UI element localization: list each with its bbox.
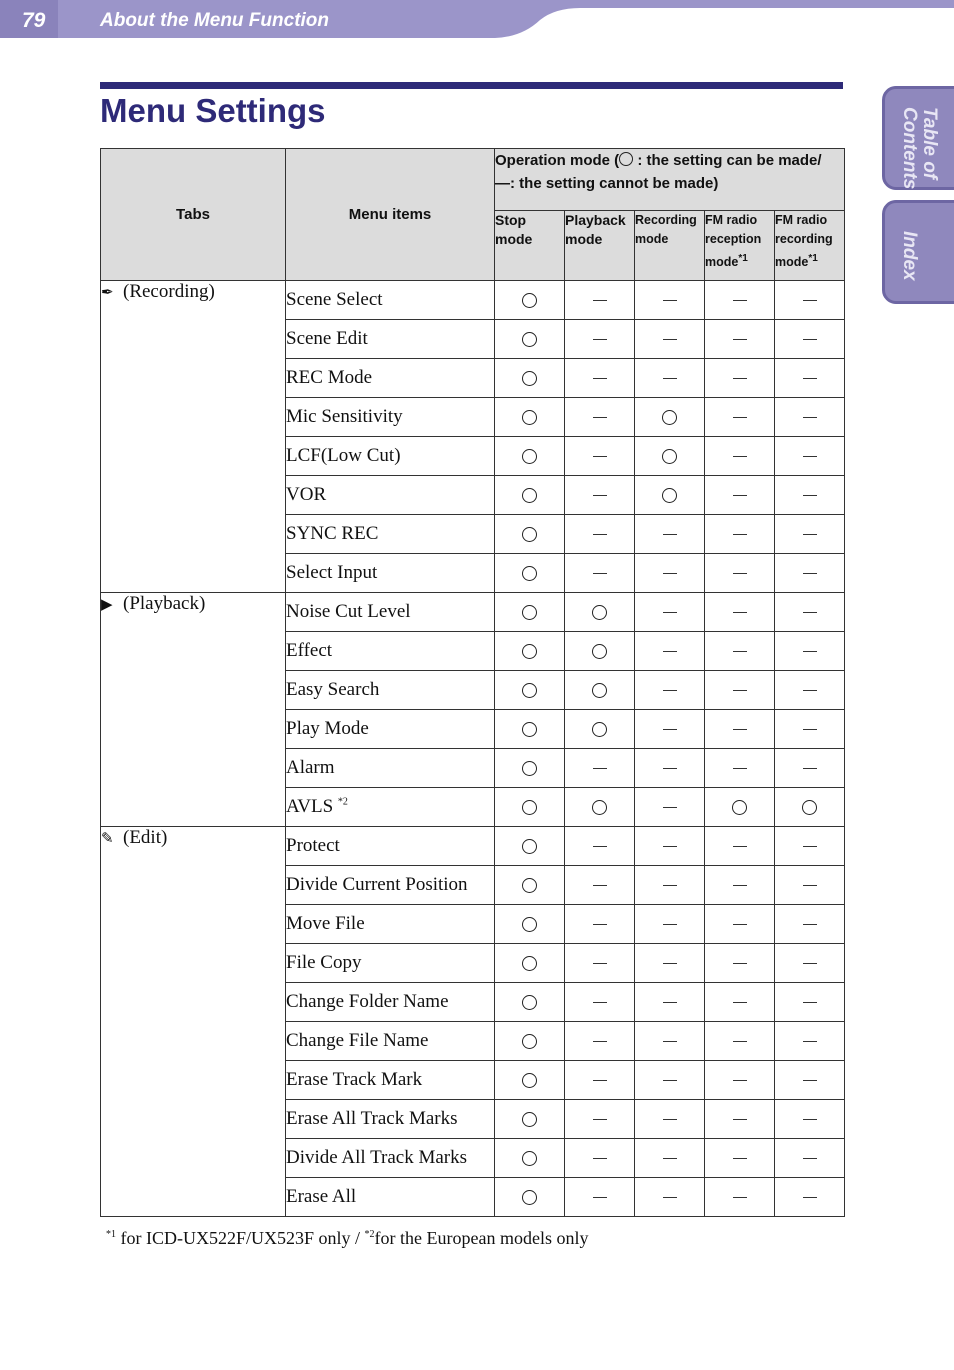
cannot-set-dash-icon: [593, 1002, 607, 1004]
mode-value-cell: [565, 983, 635, 1022]
cannot-set-dash-icon: [803, 573, 817, 575]
mode-value-cell: [705, 1139, 775, 1178]
can-set-circle-icon: [522, 722, 537, 737]
cannot-set-dash-icon: [803, 534, 817, 536]
menu-item: VOR: [286, 476, 495, 515]
tab-cell-0: [101, 281, 286, 593]
cannot-set-dash-icon: [733, 1119, 747, 1121]
cannot-set-dash-icon: [803, 690, 817, 692]
mode-value-cell: [565, 320, 635, 359]
cannot-set-dash-icon: [593, 300, 607, 302]
mode-value-cell: [495, 710, 565, 749]
cannot-set-dash-icon: [663, 768, 677, 770]
mode-value-cell: [705, 827, 775, 866]
mode-value-cell: [705, 1061, 775, 1100]
can-set-circle-icon: [522, 917, 537, 932]
table-row: [101, 593, 845, 632]
cannot-set-dash-icon: [733, 417, 747, 419]
mode-value-cell: [635, 398, 705, 437]
can-set-circle-icon: [592, 644, 607, 659]
mode-value-cell: [495, 788, 565, 827]
can-set-circle-icon: [522, 332, 537, 347]
mode-value-cell: [635, 749, 705, 788]
mode-value-cell: [565, 1061, 635, 1100]
menu-item: Easy Search: [286, 671, 495, 710]
can-set-circle-icon: [522, 644, 537, 659]
cannot-set-dash-icon: [593, 846, 607, 848]
mode-value-cell: [705, 632, 775, 671]
cannot-set-dash-icon: [663, 1197, 677, 1199]
mode-value-cell: [635, 710, 705, 749]
mode-value-cell: [565, 554, 635, 593]
mode-value-cell: [495, 866, 565, 905]
mode-value-cell: [775, 593, 845, 632]
mode-value-cell: [775, 476, 845, 515]
mode-value-cell: [775, 398, 845, 437]
cannot-set-dash-icon: [663, 1119, 677, 1121]
table-row: [101, 281, 845, 320]
can-set-circle-icon: [522, 1112, 537, 1127]
menu-item: File Copy: [286, 944, 495, 983]
menu-item: Noise Cut Level: [286, 593, 495, 632]
mode-value-cell: [775, 437, 845, 476]
mode-value-cell: [495, 359, 565, 398]
menu-item: AVLS $^{*2}$: [286, 788, 495, 827]
cannot-set-dash-icon: [593, 495, 607, 497]
cannot-set-dash-icon: [593, 417, 607, 419]
can-set-circle-icon: [522, 878, 537, 893]
cannot-set-dash-icon: [663, 1158, 677, 1160]
mode-value-cell: [705, 671, 775, 710]
tab-label: (Edit): [123, 827, 168, 848]
can-set-circle-icon: [522, 1151, 537, 1166]
mode-value-cell: [635, 632, 705, 671]
mode-value-cell: [565, 476, 635, 515]
can-set-circle-icon: [592, 683, 607, 698]
mode-value-cell: [775, 671, 845, 710]
tabs-column-header: Tabs: [101, 149, 286, 281]
menu-item: LCF(Low Cut): [286, 437, 495, 476]
can-set-circle-icon: [522, 761, 537, 776]
cannot-set-dash-icon: [593, 534, 607, 536]
cannot-set-dash-icon: [663, 729, 677, 731]
mode-value-cell: [495, 983, 565, 1022]
mode-value-cell: [635, 671, 705, 710]
mode-value-cell: [565, 788, 635, 827]
cannot-set-dash-icon: [733, 1002, 747, 1004]
cannot-set-dash-icon: [803, 300, 817, 302]
mode-value-cell: [775, 632, 845, 671]
mode-value-cell: [635, 281, 705, 320]
mode-header-0: Stop mode: [495, 211, 565, 281]
menu-item: Select Input: [286, 554, 495, 593]
mode-value-cell: [565, 866, 635, 905]
cannot-set-dash-icon: [733, 1197, 747, 1199]
menu-item: Divide All Track Marks: [286, 1139, 495, 1178]
mode-value-cell: [775, 281, 845, 320]
menu-item: Scene Select: [286, 281, 495, 320]
mode-value-cell: [775, 905, 845, 944]
cannot-set-dash-icon: [803, 378, 817, 380]
cannot-set-dash-icon: [593, 1080, 607, 1082]
mode-value-cell: [635, 1022, 705, 1061]
cannot-set-dash-icon: [663, 378, 677, 380]
mode-value-cell: [635, 359, 705, 398]
cannot-set-dash-icon: [593, 339, 607, 341]
mode-value-cell: [635, 515, 705, 554]
menu-item: Change Folder Name: [286, 983, 495, 1022]
mode-value-cell: [775, 1178, 845, 1217]
cannot-set-dash-icon: [803, 729, 817, 731]
menu-item: Scene Edit: [286, 320, 495, 359]
can-set-circle-icon: [802, 800, 817, 815]
cannot-set-dash-icon: [733, 573, 747, 575]
cannot-set-dash-icon: [663, 1080, 677, 1082]
mode-value-cell: [495, 476, 565, 515]
mode-value-cell: [775, 554, 845, 593]
cannot-set-dash-icon: [733, 768, 747, 770]
cannot-set-dash-icon: [733, 924, 747, 926]
cannot-set-dash-icon: [593, 456, 607, 458]
mode-value-cell: [705, 749, 775, 788]
page-number: 79: [22, 9, 46, 32]
cannot-set-dash-icon: [593, 924, 607, 926]
menu-item: Divide Current Position: [286, 866, 495, 905]
cannot-set-dash-icon: [733, 534, 747, 536]
cannot-set-dash-icon: [663, 846, 677, 848]
mode-value-cell: [635, 827, 705, 866]
mode-value-cell: [565, 1100, 635, 1139]
cannot-set-dash-icon: [663, 651, 677, 653]
cannot-set-dash-icon: [733, 612, 747, 614]
mode-value-cell: [635, 320, 705, 359]
can-set-circle-icon: [522, 1073, 537, 1088]
mode-value-cell: [705, 1178, 775, 1217]
mode-value-cell: [565, 593, 635, 632]
cannot-set-dash-icon: [803, 456, 817, 458]
cannot-set-dash-icon: [663, 1002, 677, 1004]
cannot-set-dash-icon: [733, 885, 747, 887]
cannot-set-dash-icon: [663, 300, 677, 302]
cannot-set-dash-icon: [663, 573, 677, 575]
cannot-set-dash-icon: [733, 1158, 747, 1160]
can-set-circle-icon: [522, 410, 537, 425]
menu-item: Erase Track Mark: [286, 1061, 495, 1100]
cannot-set-dash-icon: [593, 963, 607, 965]
cannot-set-dash-icon: [663, 807, 677, 809]
can-set-circle-icon: [662, 449, 677, 464]
menu-items-column-header: Menu items: [286, 149, 495, 281]
cannot-set-dash-icon: [663, 885, 677, 887]
table-of-contents-label: Table of Contents: [899, 107, 940, 190]
tab-cell-1: [101, 593, 286, 827]
cannot-set-dash-icon: [663, 690, 677, 692]
mode-value-cell: [705, 1100, 775, 1139]
menu-item: Effect: [286, 632, 495, 671]
mode-value-cell: [775, 359, 845, 398]
mode-value-cell: [635, 1139, 705, 1178]
section-title: About the Menu Function: [100, 10, 330, 31]
mode-value-cell: [705, 281, 775, 320]
mode-value-cell: [495, 1022, 565, 1061]
mode-value-cell: [565, 671, 635, 710]
mode-value-cell: [565, 1178, 635, 1217]
cannot-set-dash-icon: [593, 1041, 607, 1043]
can-set-circle-icon: [592, 605, 607, 620]
cannot-set-dash-icon: [803, 963, 817, 965]
index-tab[interactable]: [882, 200, 954, 304]
cannot-set-dash-icon: [803, 495, 817, 497]
mode-value-cell: [495, 827, 565, 866]
cannot-set-dash-icon: [733, 1041, 747, 1043]
cannot-set-dash-icon: [663, 534, 677, 536]
mode-value-cell: [495, 905, 565, 944]
can-set-circle-icon: [522, 956, 537, 971]
mode-value-cell: [775, 944, 845, 983]
cannot-set-dash-icon: [803, 1197, 817, 1199]
can-set-circle-icon: [522, 800, 537, 815]
mode-value-cell: [565, 749, 635, 788]
can-set-circle-icon: [522, 566, 537, 581]
cannot-set-dash-icon: [593, 885, 607, 887]
header-bar: [0, 0, 954, 40]
mode-value-cell: [775, 983, 845, 1022]
cannot-set-dash-icon: [803, 1158, 817, 1160]
cannot-set-dash-icon: [803, 885, 817, 887]
cannot-set-dash-icon: [663, 612, 677, 614]
cannot-set-dash-icon: [803, 1080, 817, 1082]
operation-mode-header: Operation mode ( : the setting can be made/ —: the setting cannot be made): [495, 149, 845, 211]
mode-value-cell: [565, 1139, 635, 1178]
title-rule: [100, 82, 843, 89]
mode-value-cell: [495, 281, 565, 320]
can-set-circle-icon: [522, 839, 537, 854]
mode-value-cell: [635, 866, 705, 905]
cannot-set-dash-icon: [733, 300, 747, 302]
can-set-circle-icon: [522, 1190, 537, 1205]
menu-item: SYNC REC: [286, 515, 495, 554]
mode-value-cell: [495, 1100, 565, 1139]
mode-value-cell: [635, 1178, 705, 1217]
mode-value-cell: [705, 710, 775, 749]
mode-value-cell: [775, 1139, 845, 1178]
tab-label: (Playback): [123, 593, 206, 614]
cannot-set-dash-icon: [593, 768, 607, 770]
cannot-set-dash-icon: [733, 456, 747, 458]
cannot-set-dash-icon: [733, 339, 747, 341]
menu-item: Erase All: [286, 1178, 495, 1217]
mode-value-cell: [775, 827, 845, 866]
pencil-icon: ✎: [101, 831, 114, 847]
can-set-circle-icon: [522, 605, 537, 620]
menu-item: REC Mode: [286, 359, 495, 398]
mode-value-cell: [495, 437, 565, 476]
mode-value-cell: [705, 905, 775, 944]
mode-header-3: FM radio reception mode$^{*1}$: [705, 211, 775, 281]
can-set-circle-icon: [662, 410, 677, 425]
mode-value-cell: [495, 320, 565, 359]
page-title: Menu Settings: [100, 92, 326, 129]
menu-item: Move File: [286, 905, 495, 944]
mode-value-cell: [635, 983, 705, 1022]
menu-item: Alarm: [286, 749, 495, 788]
mode-value-cell: [775, 1100, 845, 1139]
mode-value-cell: [705, 554, 775, 593]
cannot-set-dash-icon: [803, 339, 817, 341]
mode-value-cell: [635, 1100, 705, 1139]
mode-value-cell: [705, 944, 775, 983]
cannot-set-dash-icon: [733, 378, 747, 380]
cannot-set-dash-icon: [803, 417, 817, 419]
cannot-set-dash-icon: [803, 924, 817, 926]
cannot-set-dash-icon: [593, 573, 607, 575]
mode-value-cell: [705, 320, 775, 359]
play-icon: ▶: [101, 597, 113, 613]
mode-value-cell: [565, 515, 635, 554]
mode-value-cell: [565, 437, 635, 476]
mode-value-cell: [495, 1178, 565, 1217]
mode-header-4: FM radio recording mode$^{*1}$: [775, 211, 845, 281]
index-label: Index: [899, 231, 920, 281]
cannot-set-dash-icon: [733, 495, 747, 497]
mode-value-cell: [775, 1022, 845, 1061]
mode-value-cell: [705, 359, 775, 398]
mode-value-cell: [705, 515, 775, 554]
mode-value-cell: [705, 788, 775, 827]
cannot-set-dash-icon: [803, 768, 817, 770]
mode-header-1: Playback mode: [565, 211, 635, 281]
table-row: [101, 827, 845, 866]
mode-value-cell: [705, 476, 775, 515]
footnote: $^{*1}$ for ICD-UX522F/UX523F only / $^{*2}$for the European models only: [106, 1228, 589, 1248]
can-set-circle-icon: [522, 293, 537, 308]
mode-value-cell: [775, 1061, 845, 1100]
can-set-circle-icon: [522, 527, 537, 542]
mode-value-cell: [565, 1022, 635, 1061]
menu-item: Change File Name: [286, 1022, 495, 1061]
cannot-set-dash-icon: [733, 729, 747, 731]
cannot-set-dash-icon: [593, 1158, 607, 1160]
cannot-set-dash-icon: [593, 1119, 607, 1121]
mode-value-cell: [635, 905, 705, 944]
mode-value-cell: [635, 1061, 705, 1100]
cannot-set-dash-icon: [733, 963, 747, 965]
mode-value-cell: [635, 554, 705, 593]
mode-value-cell: [495, 749, 565, 788]
cannot-set-dash-icon: [593, 378, 607, 380]
mode-value-cell: [495, 1139, 565, 1178]
mode-value-cell: [495, 554, 565, 593]
mode-value-cell: [495, 944, 565, 983]
table-of-contents-tab[interactable]: [882, 86, 954, 190]
mode-value-cell: [705, 398, 775, 437]
cannot-set-dash-icon: [803, 1119, 817, 1121]
mode-value-cell: [495, 593, 565, 632]
menu-item: Play Mode: [286, 710, 495, 749]
cannot-set-dash-icon: [663, 339, 677, 341]
mode-value-cell: [495, 1061, 565, 1100]
can-set-circle-icon: [522, 683, 537, 698]
can-set-circle-icon: [522, 371, 537, 386]
tab-cell-2: [101, 827, 286, 1217]
mode-value-cell: [565, 905, 635, 944]
cannot-set-dash-icon: [663, 963, 677, 965]
mode-value-cell: [495, 632, 565, 671]
mode-value-cell: [565, 359, 635, 398]
cannot-set-dash-icon: [733, 690, 747, 692]
cannot-set-dash-icon: [593, 1197, 607, 1199]
tab-label: (Recording): [123, 281, 215, 302]
can-set-circle-icon: [732, 800, 747, 815]
cannot-set-dash-icon: [803, 612, 817, 614]
mode-value-cell: [565, 827, 635, 866]
cannot-set-dash-icon: [803, 1002, 817, 1004]
mode-value-cell: [635, 593, 705, 632]
mode-value-cell: [775, 749, 845, 788]
mode-value-cell: [705, 983, 775, 1022]
cannot-set-dash-icon: [803, 846, 817, 848]
mode-value-cell: [775, 866, 845, 905]
can-set-circle-icon: [592, 800, 607, 815]
mode-value-cell: [775, 710, 845, 749]
mode-value-cell: [565, 281, 635, 320]
menu-item: Protect: [286, 827, 495, 866]
menu-item: Erase All Track Marks: [286, 1100, 495, 1139]
can-set-circle-icon: [592, 722, 607, 737]
cannot-set-dash-icon: [733, 651, 747, 653]
can-set-circle-icon: [619, 152, 633, 166]
mode-value-cell: [775, 788, 845, 827]
menu-settings-table: [100, 148, 845, 1217]
menu-item: Mic Sensitivity: [286, 398, 495, 437]
mode-value-cell: [565, 710, 635, 749]
mode-value-cell: [635, 437, 705, 476]
microphone-icon: ✒: [101, 285, 114, 301]
mode-value-cell: [705, 866, 775, 905]
mode-value-cell: [705, 437, 775, 476]
cannot-set-dash-icon: [803, 651, 817, 653]
cannot-set-dash-icon: [733, 1080, 747, 1082]
mode-value-cell: [705, 1022, 775, 1061]
can-set-circle-icon: [522, 1034, 537, 1049]
mode-value-cell: [565, 944, 635, 983]
mode-value-cell: [635, 476, 705, 515]
can-set-circle-icon: [662, 488, 677, 503]
can-set-circle-icon: [522, 995, 537, 1010]
mode-value-cell: [775, 320, 845, 359]
can-set-circle-icon: [522, 449, 537, 464]
mode-value-cell: [495, 398, 565, 437]
mode-value-cell: [495, 515, 565, 554]
cannot-set-dash-icon: [733, 846, 747, 848]
can-set-circle-icon: [522, 488, 537, 503]
mode-value-cell: [705, 593, 775, 632]
mode-value-cell: [565, 398, 635, 437]
mode-value-cell: [565, 632, 635, 671]
mode-value-cell: [495, 671, 565, 710]
cannot-set-dash-icon: [663, 1041, 677, 1043]
cannot-set-dash-icon: [803, 1041, 817, 1043]
mode-value-cell: [775, 515, 845, 554]
mode-value-cell: [635, 788, 705, 827]
mode-header-2: Recording mode: [635, 211, 705, 281]
mode-value-cell: [635, 944, 705, 983]
cannot-set-dash-icon: [663, 924, 677, 926]
